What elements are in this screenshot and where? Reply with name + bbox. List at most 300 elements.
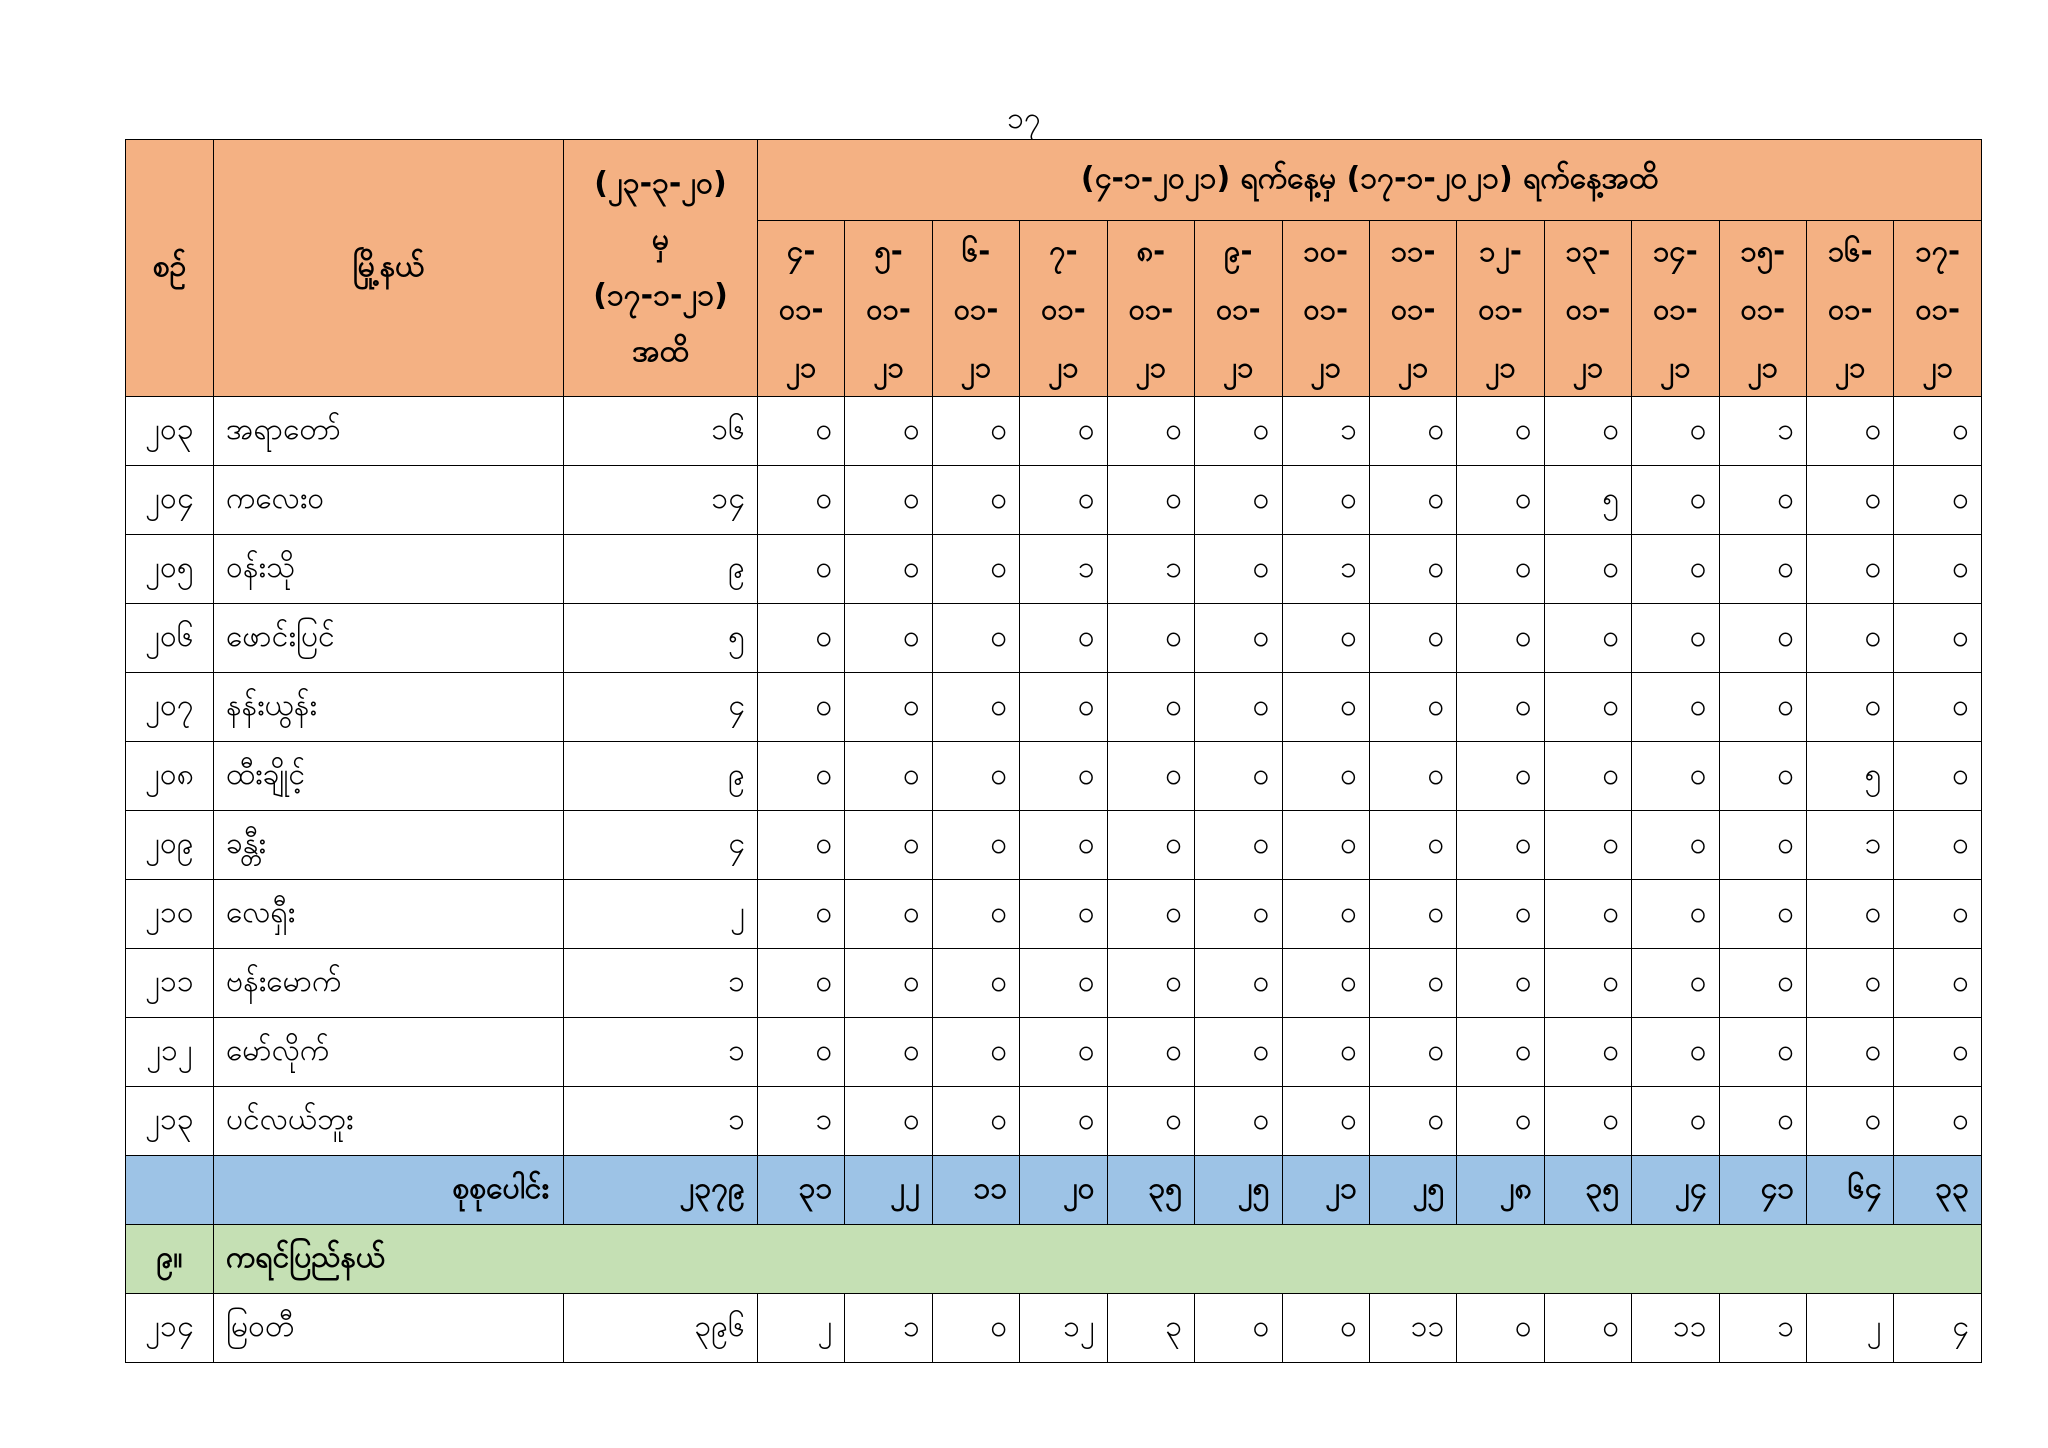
township-cell: လေရှီး — [214, 880, 564, 949]
daily-count-cell: ၀ — [1369, 949, 1456, 1018]
daily-count-cell: ၀ — [1195, 811, 1282, 880]
table-row — [126, 949, 1982, 1018]
daily-count-cell: ၀ — [1807, 397, 1894, 466]
daily-count-cell: ၀ — [1894, 397, 1982, 466]
total-daily-cell: ၆၄ — [1807, 1156, 1894, 1225]
cumulative-cell: ၂ — [564, 880, 758, 949]
header-date-8 — [1369, 221, 1456, 397]
total-daily-cell: ၂၀ — [1020, 1156, 1107, 1225]
header-date-2 — [845, 221, 932, 397]
daily-count-cell: ၀ — [1369, 466, 1456, 535]
header-date-part: ၁၇- — [1915, 233, 1961, 268]
daily-count-cell: ၀ — [1632, 949, 1719, 1018]
daily-count-cell: ၀ — [758, 880, 845, 949]
total-daily-cell: ၃၅ — [1107, 1156, 1194, 1225]
daily-count-cell: ၀ — [1020, 604, 1107, 673]
daily-count-cell: ၀ — [1719, 1018, 1806, 1087]
daily-count-cell: ၀ — [845, 742, 932, 811]
daily-count-cell: ၀ — [932, 535, 1019, 604]
daily-count-cell: ၀ — [1719, 949, 1806, 1018]
total-daily-cell: ၃၃ — [1894, 1156, 1982, 1225]
township-cell: ဗန်းမောက် — [214, 949, 564, 1018]
daily-count-cell: ၀ — [1020, 1018, 1107, 1087]
daily-count-cell: ၀ — [1369, 1018, 1456, 1087]
daily-count-cell: ၀ — [932, 1018, 1019, 1087]
daily-count-cell: ၀ — [1807, 880, 1894, 949]
header-date-part: ၂၁ — [1310, 349, 1342, 384]
table-row — [126, 1294, 1982, 1363]
township-cell: ဖောင်းပြင် — [214, 604, 564, 673]
daily-count-cell: ၀ — [1632, 466, 1719, 535]
daily-count-cell: ၀ — [1632, 535, 1719, 604]
header-date-14 — [1894, 221, 1982, 397]
header-cumulative-line3: (၁၇-၁-၂၁) — [593, 278, 728, 313]
daily-count-cell: ၀ — [932, 811, 1019, 880]
header-date-part: ၁၆- — [1827, 233, 1873, 268]
cumulative-cell: ၃၉၆ — [564, 1294, 758, 1363]
header-date-part: ၀၁- — [953, 291, 999, 326]
daily-count-cell: ၀ — [758, 811, 845, 880]
daily-count-cell: ၀ — [1894, 673, 1982, 742]
daily-count-cell: ၀ — [1020, 466, 1107, 535]
daily-count-cell: ၀ — [845, 535, 932, 604]
daily-count-cell: ၀ — [1195, 949, 1282, 1018]
header-date-part: ၁၃- — [1565, 233, 1611, 268]
header-date-part: ၀၁- — [1215, 291, 1261, 326]
daily-count-cell: ၀ — [1020, 811, 1107, 880]
daily-count-cell: ၀ — [1020, 949, 1107, 1018]
cumulative-cell: ၁၄ — [564, 466, 758, 535]
township-cell: ကလေး၀ — [214, 466, 564, 535]
total-cumulative-cell: ၂၃၇၉ — [564, 1156, 758, 1225]
header-date-3 — [932, 221, 1019, 397]
daily-count-cell: ၀ — [1107, 949, 1194, 1018]
daily-count-cell: ၁၁ — [1632, 1294, 1719, 1363]
total-daily-cell: ၂၂ — [845, 1156, 932, 1225]
header-date-part: ၂၁ — [1572, 349, 1604, 384]
serial-no-cell: ၂၀၆ — [126, 604, 214, 673]
daily-count-cell: ၀ — [1807, 466, 1894, 535]
header-date-part: ၀၁- — [1740, 291, 1786, 326]
header-date-part: ၆- — [961, 233, 991, 268]
serial-no-cell: ၂၁၀ — [126, 880, 214, 949]
daily-count-cell: ၀ — [758, 673, 845, 742]
daily-count-cell: ၀ — [932, 880, 1019, 949]
daily-count-cell: ၀ — [1107, 397, 1194, 466]
header-date-part: ၁၅- — [1740, 233, 1786, 268]
table-row — [126, 742, 1982, 811]
daily-count-cell: ၀ — [1632, 1018, 1719, 1087]
daily-count-cell: ၀ — [1107, 466, 1194, 535]
daily-count-cell: ၀ — [1107, 673, 1194, 742]
daily-count-cell: ၀ — [1107, 1087, 1194, 1156]
header-date-11 — [1632, 221, 1719, 397]
header-date-part: ၀၁- — [1390, 291, 1436, 326]
header-date-part: ၂၁ — [1223, 349, 1254, 384]
daily-count-cell: ၄ — [1894, 1294, 1982, 1363]
daily-count-cell: ၀ — [1807, 1018, 1894, 1087]
daily-count-cell: ၀ — [1544, 742, 1631, 811]
header-date-part: ၂၁ — [1135, 349, 1167, 384]
daily-count-cell: ၀ — [1719, 673, 1806, 742]
daily-count-cell: ၀ — [845, 1018, 932, 1087]
daily-count-cell: ၀ — [1544, 1018, 1631, 1087]
daily-count-cell: ၀ — [932, 673, 1019, 742]
header-date-part: ၀၁- — [1041, 291, 1086, 326]
daily-count-cell: ၀ — [1107, 604, 1194, 673]
daily-count-cell: ၀ — [845, 604, 932, 673]
daily-count-cell: ၁ — [1719, 397, 1806, 466]
daily-count-cell: ၀ — [1457, 811, 1544, 880]
daily-count-cell: ၁ — [1719, 1294, 1806, 1363]
header-date-part: ၂၁ — [1660, 349, 1691, 384]
daily-count-cell: ၀ — [1894, 742, 1982, 811]
daily-count-cell: ၀ — [1195, 397, 1282, 466]
serial-no-cell: ၂၀၄ — [126, 466, 214, 535]
daily-count-cell: ၀ — [1195, 1087, 1282, 1156]
daily-count-cell: ၀ — [1544, 604, 1631, 673]
cumulative-cell: ၉ — [564, 535, 758, 604]
header-cumulative-line1: (၂၃-၃-၂၀) — [594, 166, 727, 201]
header-serial-no: စဉ် — [126, 140, 214, 397]
daily-count-cell: ၀ — [1894, 880, 1982, 949]
header-date-part: ၂၁ — [960, 349, 992, 384]
daily-count-cell: ၀ — [1020, 673, 1107, 742]
daily-count-cell: ၀ — [845, 811, 932, 880]
daily-count-cell: ၀ — [1107, 1018, 1194, 1087]
daily-count-cell: ၀ — [1282, 1087, 1369, 1156]
cumulative-cell: ၁ — [564, 1087, 758, 1156]
daily-count-cell: ၀ — [1457, 604, 1544, 673]
daily-count-cell: ၀ — [1632, 811, 1719, 880]
daily-count-cell: ၀ — [1544, 880, 1631, 949]
daily-count-cell: ၁ — [1282, 535, 1369, 604]
header-cumulative-line4: အထိ — [632, 334, 689, 369]
daily-count-cell: ၀ — [1369, 1087, 1456, 1156]
daily-count-cell: ၀ — [1544, 535, 1631, 604]
header-date-part: ၂၁ — [1747, 349, 1779, 384]
daily-count-cell: ၀ — [1632, 673, 1719, 742]
daily-count-cell: ၀ — [1457, 466, 1544, 535]
daily-count-cell: ၀ — [1457, 1018, 1544, 1087]
daily-count-cell: ၀ — [1719, 466, 1806, 535]
daily-count-cell: ၀ — [1369, 742, 1456, 811]
header-date-part: ၅- — [874, 233, 903, 268]
daily-count-cell: ၀ — [1894, 811, 1982, 880]
daily-count-cell: ၀ — [1894, 466, 1982, 535]
header-date-4 — [1020, 221, 1107, 397]
total-daily-cell: ၃၅ — [1544, 1156, 1631, 1225]
header-date-9 — [1457, 221, 1544, 397]
total-label: စုစုပေါင်း — [214, 1156, 564, 1225]
daily-count-cell: ၀ — [845, 1087, 932, 1156]
daily-count-cell: ၀ — [1369, 604, 1456, 673]
header-date-part: ၀၁- — [778, 291, 824, 326]
header-date-part: ၇- — [1049, 233, 1078, 268]
daily-count-cell: ၀ — [1632, 604, 1719, 673]
daily-count-cell: ၀ — [1807, 949, 1894, 1018]
table-row — [126, 811, 1982, 880]
daily-count-cell: ၀ — [1195, 1018, 1282, 1087]
daily-count-cell: ၀ — [1894, 1018, 1982, 1087]
header-date-part: ၂၁ — [1922, 349, 1954, 384]
header-period-title: (၄-၁-၂၀၂၁) ရက်နေ့မှ (၁၇-၁-၂၀၂၁) ရက်နေ့အထိ — [758, 140, 1982, 221]
header-date-part: ၀၁- — [1478, 291, 1523, 326]
header-cumulative-line2: မှ — [651, 222, 670, 257]
table-body — [126, 397, 1982, 1363]
header-date-13 — [1807, 221, 1894, 397]
header-date-part: ၂၁ — [1048, 349, 1079, 384]
header-township: မြို့နယ် — [214, 140, 564, 397]
serial-no-cell: ၂၁၄ — [126, 1294, 214, 1363]
daily-count-cell: ၁ — [1107, 535, 1194, 604]
daily-count-cell: ၀ — [1544, 673, 1631, 742]
header-date-part: ၂၁ — [1485, 349, 1516, 384]
total-daily-cell: ၂၁ — [1282, 1156, 1369, 1225]
daily-count-cell: ၀ — [758, 535, 845, 604]
total-daily-cell: ၂၅ — [1195, 1156, 1282, 1225]
daily-count-cell: ၅ — [1544, 466, 1631, 535]
daily-count-cell: ၀ — [1807, 604, 1894, 673]
daily-count-cell: ၁ — [1020, 535, 1107, 604]
daily-count-cell: ၁၁ — [1369, 1294, 1456, 1363]
cumulative-cell: ၁ — [564, 949, 758, 1018]
daily-count-cell: ၀ — [758, 742, 845, 811]
table-row — [126, 1018, 1982, 1087]
cumulative-cell: ၄ — [564, 811, 758, 880]
township-cell: ဝန်းသို — [214, 535, 564, 604]
daily-count-cell: ၀ — [1107, 880, 1194, 949]
table-row — [126, 535, 1982, 604]
header-date-part: ၁၁- — [1390, 233, 1436, 268]
header-date-5 — [1107, 221, 1194, 397]
daily-count-cell: ၀ — [1282, 811, 1369, 880]
daily-count-cell: ၀ — [1282, 604, 1369, 673]
daily-count-cell: ၀ — [1632, 742, 1719, 811]
header-date-part: ၈- — [1136, 233, 1166, 268]
daily-count-cell: ၅ — [1807, 742, 1894, 811]
daily-count-cell: ၀ — [1282, 466, 1369, 535]
daily-count-cell: ၀ — [1282, 1294, 1369, 1363]
daily-count-cell: ၁ — [758, 1087, 845, 1156]
daily-count-cell: ၀ — [1195, 535, 1282, 604]
daily-count-cell: ၀ — [1369, 535, 1456, 604]
total-daily-cell: ၃၁ — [758, 1156, 845, 1225]
daily-count-cell: ၀ — [1719, 535, 1806, 604]
daily-count-cell: ၀ — [1632, 880, 1719, 949]
serial-no-cell: ၂၀၉ — [126, 811, 214, 880]
header-date-part: ၀၁- — [866, 291, 911, 326]
daily-count-cell: ၀ — [1369, 811, 1456, 880]
daily-count-cell: ၀ — [1020, 397, 1107, 466]
daily-count-cell: ၀ — [1195, 673, 1282, 742]
header-date-part: ၉- — [1224, 233, 1253, 268]
serial-no-cell: ၂၀၈ — [126, 742, 214, 811]
daily-count-cell: ၀ — [1807, 1087, 1894, 1156]
township-cell: ထီးချိုင့် — [214, 742, 564, 811]
header-date-7 — [1282, 221, 1369, 397]
daily-count-cell: ၀ — [1195, 604, 1282, 673]
header-date-part: ၂၁ — [1397, 349, 1429, 384]
daily-count-cell: ၀ — [1282, 673, 1369, 742]
daily-count-cell: ၀ — [932, 466, 1019, 535]
daily-count-cell: ၀ — [1719, 742, 1806, 811]
total-row — [126, 1156, 1982, 1225]
section-number: ၉။ — [126, 1225, 214, 1294]
daily-count-cell: ၀ — [758, 604, 845, 673]
section-title: ကရင်ပြည်နယ် — [214, 1225, 1982, 1294]
cumulative-cell: ၄ — [564, 673, 758, 742]
cumulative-cell: ၁၆ — [564, 397, 758, 466]
serial-no-cell: ၂၁၁ — [126, 949, 214, 1018]
header-date-part: ၀၁- — [1303, 291, 1349, 326]
daily-count-cell: ၀ — [932, 1294, 1019, 1363]
daily-count-cell: ၀ — [1020, 1087, 1107, 1156]
table-row — [126, 673, 1982, 742]
header-date-part: ၂၁ — [785, 349, 817, 384]
daily-count-cell: ၀ — [845, 880, 932, 949]
daily-count-cell: ၀ — [1894, 1087, 1982, 1156]
daily-count-cell: ၀ — [845, 949, 932, 1018]
page-number: ၁၇ — [1007, 101, 1041, 136]
daily-count-cell: ၀ — [845, 397, 932, 466]
township-cell: ပင်လယ်ဘူး — [214, 1087, 564, 1156]
header-date-10 — [1544, 221, 1631, 397]
daily-count-cell: ၀ — [845, 673, 932, 742]
header-date-part: ၁၀- — [1303, 233, 1349, 268]
section-header-row — [126, 1225, 1982, 1294]
total-daily-cell: ၄၁ — [1719, 1156, 1806, 1225]
daily-count-cell: ၀ — [1107, 742, 1194, 811]
daily-count-cell: ၀ — [1282, 880, 1369, 949]
daily-count-cell: ၁ — [1807, 811, 1894, 880]
daily-count-cell: ၀ — [1457, 949, 1544, 1018]
daily-count-cell: ၀ — [1894, 949, 1982, 1018]
table-row — [126, 397, 1982, 466]
header-date-part: ၁၂- — [1479, 233, 1522, 268]
daily-count-cell: ၀ — [1195, 466, 1282, 535]
daily-count-cell: ၀ — [1195, 742, 1282, 811]
daily-count-cell: ၁ — [1282, 397, 1369, 466]
covid-cases-table — [125, 139, 1982, 1363]
daily-count-cell: ၀ — [1457, 1294, 1544, 1363]
daily-count-cell: ၀ — [932, 604, 1019, 673]
daily-count-cell: ၀ — [1457, 742, 1544, 811]
header-date-part: ၂၁ — [873, 349, 904, 384]
daily-count-cell: ၀ — [1544, 811, 1631, 880]
township-cell: မော်လိုက် — [214, 1018, 564, 1087]
daily-count-cell: ၀ — [1719, 604, 1806, 673]
header-date-part: ၀၁- — [1827, 291, 1873, 326]
daily-count-cell: ၀ — [1719, 811, 1806, 880]
daily-count-cell: ၀ — [1195, 1294, 1282, 1363]
daily-count-cell: ၀ — [1894, 535, 1982, 604]
table-row — [126, 466, 1982, 535]
header-date-part: ၀၁- — [1565, 291, 1611, 326]
daily-count-cell: ၀ — [1457, 673, 1544, 742]
table-row — [126, 880, 1982, 949]
township-cell: ခန္တီး — [214, 811, 564, 880]
daily-count-cell: ၀ — [1369, 880, 1456, 949]
daily-count-cell: ၀ — [1544, 1087, 1631, 1156]
total-daily-cell: ၁၁ — [932, 1156, 1019, 1225]
serial-no-cell: ၂၁၂ — [126, 1018, 214, 1087]
township-cell: အရာတော် — [214, 397, 564, 466]
total-daily-cell: ၂၄ — [1632, 1156, 1719, 1225]
header-cumulative — [564, 140, 758, 397]
header-date-part: ၀၁- — [1128, 291, 1174, 326]
daily-count-cell: ၀ — [1632, 397, 1719, 466]
cumulative-cell: ၅ — [564, 604, 758, 673]
daily-count-cell: ၀ — [1282, 742, 1369, 811]
header-date-part: ၀၁- — [1653, 291, 1698, 326]
daily-count-cell: ၀ — [1457, 1087, 1544, 1156]
daily-count-cell: ၀ — [1195, 880, 1282, 949]
total-empty-cell — [126, 1156, 214, 1225]
daily-count-cell: ၀ — [932, 949, 1019, 1018]
daily-count-cell: ၀ — [1807, 673, 1894, 742]
daily-count-cell: ၀ — [1719, 880, 1806, 949]
daily-count-cell: ၀ — [758, 397, 845, 466]
daily-count-cell: ၀ — [1369, 397, 1456, 466]
daily-count-cell: ၀ — [1282, 949, 1369, 1018]
header-date-6 — [1195, 221, 1282, 397]
daily-count-cell: ၁၂ — [1020, 1294, 1107, 1363]
header-date-part: ၄- — [787, 233, 816, 268]
table-row — [126, 1087, 1982, 1156]
table-row — [126, 604, 1982, 673]
cumulative-cell: ၁ — [564, 1018, 758, 1087]
daily-count-cell: ၀ — [1544, 397, 1631, 466]
daily-count-cell: ၀ — [1457, 880, 1544, 949]
daily-count-cell: ၀ — [1107, 811, 1194, 880]
total-daily-cell: ၂၈ — [1457, 1156, 1544, 1225]
township-cell: နန်းယွန်း — [214, 673, 564, 742]
daily-count-cell: ၀ — [932, 397, 1019, 466]
township-cell: မြ၀တီ — [214, 1294, 564, 1363]
serial-no-cell: ၂၀၃ — [126, 397, 214, 466]
daily-count-cell: ၀ — [1020, 880, 1107, 949]
daily-count-cell: ၃ — [1107, 1294, 1194, 1363]
daily-count-cell: ၀ — [1894, 604, 1982, 673]
daily-count-cell: ၀ — [1369, 673, 1456, 742]
daily-count-cell: ၀ — [1282, 1018, 1369, 1087]
daily-count-cell: ၀ — [1719, 1087, 1806, 1156]
serial-no-cell: ၂၀၇ — [126, 673, 214, 742]
daily-count-cell: ၀ — [1632, 1087, 1719, 1156]
serial-no-cell: ၂၁၃ — [126, 1087, 214, 1156]
header-date-part: ၀၁- — [1915, 291, 1961, 326]
daily-count-cell: ၂ — [758, 1294, 845, 1363]
total-daily-cell: ၂၅ — [1369, 1156, 1456, 1225]
daily-count-cell: ၀ — [932, 742, 1019, 811]
daily-count-cell: ၀ — [932, 1087, 1019, 1156]
daily-count-cell: ၀ — [758, 949, 845, 1018]
daily-count-cell: ၀ — [758, 1018, 845, 1087]
serial-no-cell: ၂၀၅ — [126, 535, 214, 604]
daily-count-cell: ၂ — [1807, 1294, 1894, 1363]
daily-count-cell: ၀ — [1457, 397, 1544, 466]
daily-count-cell: ၁ — [845, 1294, 932, 1363]
daily-count-cell: ၀ — [1020, 742, 1107, 811]
header-date-1 — [758, 221, 845, 397]
header-date-part: ၁၄- — [1653, 233, 1698, 268]
header-date-12 — [1719, 221, 1806, 397]
daily-count-cell: ၀ — [845, 466, 932, 535]
daily-count-cell: ၀ — [758, 466, 845, 535]
cumulative-cell: ၉ — [564, 742, 758, 811]
header-date-part: ၂၁ — [1834, 349, 1866, 384]
